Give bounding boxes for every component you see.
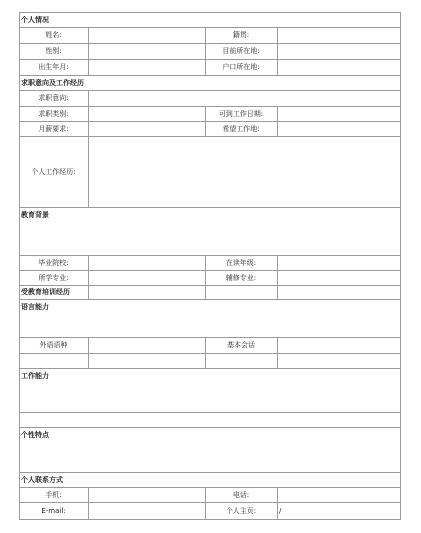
label-expected-salary: 月薪要求:: [38, 124, 69, 133]
grid-line: [19, 519, 401, 520]
field-job-type[interactable]: [88, 106, 205, 121]
field-current-residence[interactable]: [277, 43, 401, 59]
label-gender: 性别:: [45, 47, 62, 55]
field-birth-date[interactable]: [88, 59, 205, 75]
label-minor: 辅修专业:: [225, 273, 257, 282]
label-email: E-mail:: [41, 506, 66, 515]
grid-line: [277, 353, 278, 369]
grid-line: [205, 255, 206, 271]
label-available-date: 可到工作日期:: [218, 109, 264, 118]
field-basic-ability[interactable]: [277, 337, 401, 353]
label-desired-location: 希望工作地:: [222, 124, 260, 133]
label-education-level: 在读年级:: [225, 258, 257, 267]
label-job-type: 求职类别:: [38, 109, 69, 118]
field-graduated-school[interactable]: [88, 255, 205, 270]
field-gender[interactable]: [88, 43, 205, 59]
field-language[interactable]: [19, 314, 401, 337]
field-work-experience[interactable]: [88, 136, 401, 207]
field-phone[interactable]: [277, 487, 401, 502]
label-desired-position: 求职意向:: [38, 94, 69, 102]
field-education-level[interactable]: [277, 255, 401, 270]
label-current-residence: 目前所在地:: [222, 47, 260, 55]
label-hukou-location: 户口所在地:: [222, 63, 260, 71]
field-education[interactable]: [19, 222, 401, 255]
grid-line: [277, 285, 278, 300]
label-work-experience: 个人工作经历:: [31, 167, 76, 176]
section-traits: 个性特点: [21, 430, 49, 439]
field-ethnicity[interactable]: [277, 27, 401, 43]
label-name: 姓名:: [45, 31, 62, 39]
grid-line: [88, 337, 89, 354]
grid-line: [277, 255, 278, 271]
field-desired-position[interactable]: [88, 90, 401, 106]
label-phone: 电话:: [232, 490, 250, 499]
field-expected-salary[interactable]: [88, 121, 205, 136]
label-mobile: 手机:: [45, 490, 62, 499]
section-work-ability: 工作能力: [21, 371, 49, 380]
section-language: 语言能力: [21, 302, 49, 311]
label-basic-ability: 基本会话: [227, 341, 255, 349]
grid-line: [205, 353, 206, 369]
section-personal: 个人情况: [21, 15, 49, 24]
label-homepage: 个人主页:: [225, 506, 257, 515]
label-major: 所学专业:: [38, 273, 69, 282]
section-job-intent: 求职意向及工作经历: [21, 78, 84, 87]
field-traits[interactable]: [19, 442, 401, 472]
field-foreign-language[interactable]: [88, 337, 205, 353]
grid-line: [19, 353, 401, 354]
field-name[interactable]: [88, 27, 205, 43]
grid-line: [205, 285, 206, 300]
grid-line: [88, 255, 89, 271]
grid-line: [205, 337, 206, 354]
field-available-date[interactable]: [277, 106, 401, 121]
field-mobile[interactable]: [88, 487, 205, 502]
field-major[interactable]: [88, 270, 205, 285]
field-work-ability[interactable]: [19, 383, 401, 412]
field-homepage[interactable]: /: [279, 506, 282, 515]
section-contact: 个人联系方式: [21, 475, 63, 484]
label-ethnicity: 籍贯:: [232, 31, 250, 39]
grid-line: [19, 412, 401, 413]
grid-line: [277, 337, 278, 354]
label-birth-date: 出生年月:: [38, 63, 69, 71]
label-foreign-language: 外语语种: [39, 341, 68, 349]
field-hukou-location[interactable]: [277, 59, 401, 75]
grid-line: [88, 353, 89, 369]
section-training: 受教育培训经历: [21, 288, 70, 296]
resume-form: [19, 12, 401, 519]
field-email[interactable]: [88, 502, 205, 519]
field-desired-location[interactable]: [277, 121, 401, 136]
field-minor[interactable]: [277, 270, 401, 285]
label-graduated-school: 毕业院校:: [38, 258, 69, 267]
section-education: 教育背景: [21, 210, 49, 219]
